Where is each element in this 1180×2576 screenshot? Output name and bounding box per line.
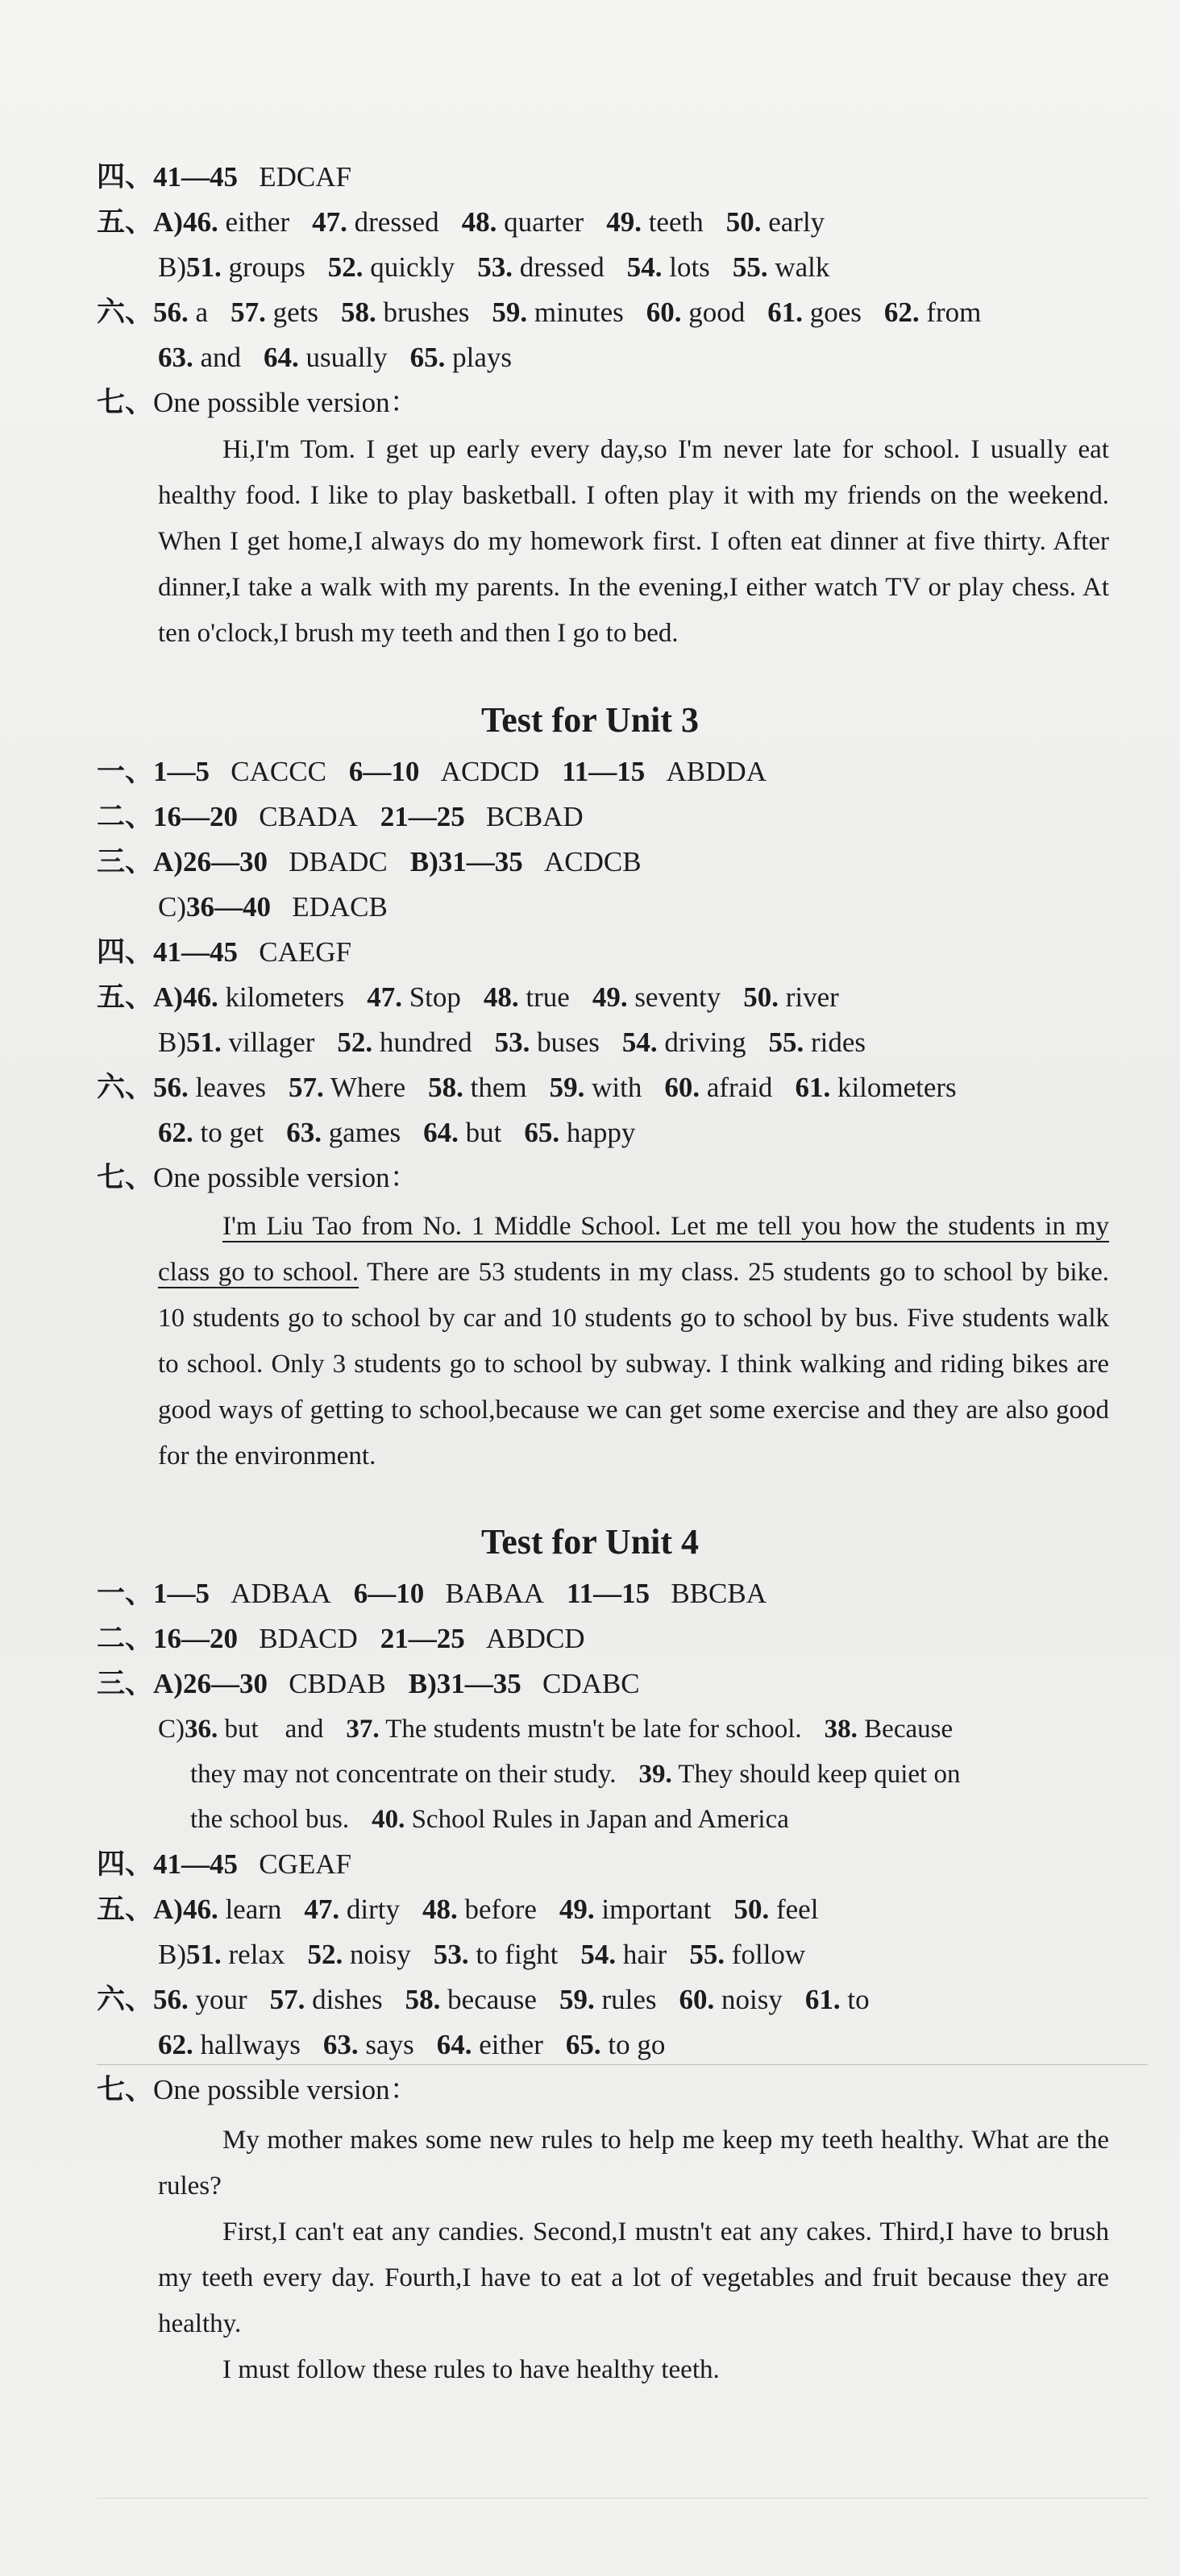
section-label: 七、 [97, 1162, 154, 1193]
section-label: 四、 [97, 1848, 154, 1880]
answer-item: 53. to fight [433, 1939, 559, 1970]
answer-text: They should keep quiet on [678, 1760, 961, 1789]
answer-item: 50. river [743, 981, 839, 1013]
u4-q1-row [97, 1576, 767, 1612]
divider [97, 2498, 1148, 2499]
answer-item: 65. plays [409, 342, 513, 373]
version-label: One possible version： [153, 2074, 418, 2105]
answer-item: 50. early [725, 206, 825, 238]
answer-item: 58. brushes [340, 297, 470, 328]
section-label: C) [158, 891, 186, 923]
answer-letters: CGEAF [259, 1848, 352, 1880]
answer-item: 48. before [422, 1894, 537, 1925]
section-label: 二、 [97, 1623, 154, 1654]
question-range: 41—45 [153, 936, 239, 968]
answer-item: 46. either [182, 206, 290, 238]
section-label: 五、A) [97, 981, 183, 1013]
u3-q5b-row [158, 1025, 866, 1060]
essay-paragraph: I'm Liu Tao from No. 1 Middle School. Let me tell you how the students in my class go to school. There are 53 students in my class. 25 students go to school by bike. 10 students go to school by car and 10 students go to school by bus. Five students walk to school. Only 3 students go to school by subway. I think walking and riding bikes are good ways of getting to school,because we can get some exercise and they are also good for the environment. [158, 1212, 1109, 1471]
answer-text: The students mustn't be late for school. [385, 1715, 802, 1744]
answer-item: 64. usually [264, 342, 388, 373]
section-label: 三、A) [97, 1668, 183, 1699]
answer-part: 16—20 BDACD [153, 1623, 358, 1654]
section-label: 六、 [97, 1984, 154, 2015]
answer-text: Because [864, 1715, 954, 1744]
section-label: B) [158, 1027, 186, 1058]
u3-essay [158, 1204, 1109, 1479]
u4-q3-row [97, 1666, 640, 1702]
answer-letters: EDCAF [259, 161, 352, 193]
answer-part: 26—30 DBADC [182, 846, 388, 877]
answer-item: 56. leaves [153, 1072, 266, 1103]
answer-item: 47. dressed [312, 206, 439, 238]
answer-item: 55. follow [689, 1939, 806, 1970]
u4-q3c-line3: the school bus. 40. School Rules in Japan and America [190, 1805, 789, 1834]
answer-item: 58. because [405, 1984, 537, 2015]
answer-item: 54. hair [580, 1939, 667, 1970]
answer-item: 51. villager [186, 1027, 315, 1058]
u2-q5b-row [158, 250, 829, 285]
answer-part: 11—15 BBCBA [567, 1578, 767, 1609]
unit4-title: Test for Unit 4 [480, 1522, 700, 1562]
underlined-sentence: I'm Liu Tao from No. 1 Middle School. Let me tell you how the students in my class go to school. [158, 1212, 1109, 1287]
u4-q6a-row [97, 1982, 870, 2018]
answer-item: 50. feel [733, 1894, 819, 1925]
answer-item: 60. afraid [664, 1072, 773, 1103]
answer-item: 54. lots [626, 251, 710, 283]
u3-q7-row [97, 1160, 418, 1196]
answer-text: they may not concentrate on their study. [190, 1760, 617, 1789]
answer-item: 52. quickly [327, 251, 455, 283]
answer-item: 63. games [286, 1117, 401, 1148]
answer-item: 51. relax [186, 1939, 285, 1970]
answer-letters: CAEGF [259, 936, 352, 968]
answer-item: 64. either [436, 2029, 543, 2060]
divider [97, 2064, 1148, 2065]
answer-part: 21—25 BCBAD [380, 801, 584, 832]
answer-part: 6—10 BABAA [353, 1578, 544, 1609]
answer-item: 53. dressed [477, 251, 605, 283]
u2-q6a-row [97, 295, 981, 330]
answer-item: 62. to get [158, 1117, 264, 1148]
section-label: 四、 [97, 936, 154, 968]
version-label: One possible version： [153, 1162, 418, 1193]
u3-q5a-row [97, 980, 839, 1015]
answer-item: 51. groups [186, 251, 305, 283]
answer-part: 21—25 ABDCD [380, 1623, 585, 1654]
answer-text: School Rules in Japan and America [411, 1805, 789, 1834]
answer-item: 47. Stop [367, 981, 461, 1013]
question-range: 41—45 [153, 1848, 239, 1880]
u3-q1-row [97, 754, 767, 790]
u4-essay [158, 2118, 1109, 2393]
answer-item: 64. but [423, 1117, 502, 1148]
answer-item: 61. kilometers [795, 1072, 957, 1103]
section-label: 六、 [97, 1072, 154, 1103]
answer-item: 63. and [158, 342, 242, 373]
answer-item: 48. quarter [461, 206, 584, 238]
answer-item: 65. happy [524, 1117, 636, 1148]
answer-item: 49. important [559, 1894, 712, 1925]
essay-paragraph: I must follow these rules to have healthy teeth. [222, 2355, 720, 2384]
answer-item: 48. true [483, 981, 570, 1013]
answer-item: 61. to [804, 1984, 870, 2015]
answer-item: 65. to go [565, 2029, 666, 2060]
section-label: 三、A) [97, 846, 183, 877]
answer-item: 60. noisy [679, 1984, 783, 2015]
answer-item: 46. kilometers [182, 981, 345, 1013]
answer-text: the school bus. [190, 1805, 350, 1834]
u4-q4-row [97, 1847, 351, 1882]
answer-text: but and [224, 1715, 324, 1744]
answer-item: 57. gets [231, 297, 318, 328]
u2-q4-row [97, 160, 351, 195]
answer-item: 58. them [428, 1072, 527, 1103]
essay-paragraph: Hi,I'm Tom. I get up early every day,so I'm never late for school. I usually eat healthy food. I like to play basketball. I often play it with my friends on the weekend. When I get home,I always do my homework first. I often eat dinner at five thirty. After dinner,I take a walk with my parents. In the evening,I either watch TV or play chess. At ten o'clock,I brush my teeth and then I go to bed. [158, 435, 1109, 648]
answer-item: 62. from [883, 297, 982, 328]
u4-q3c-line1: C)36. but and 37. The students mustn't be late for school. 38. Because [158, 1715, 954, 1744]
section-label: 二、 [97, 801, 154, 832]
answer-item: 53. buses [494, 1027, 600, 1058]
answer-part: B)31—35 ACDCB [409, 846, 642, 877]
u2-essay [158, 427, 1109, 657]
u3-q2-row [97, 799, 584, 835]
answer-part: 16—20 CBADA [153, 801, 358, 832]
answer-item: 63. says [322, 2029, 414, 2060]
version-label: One possible version： [153, 387, 418, 418]
answer-item: 55. walk [732, 251, 830, 283]
u3-q6a-row [97, 1070, 957, 1105]
u3-q6b-row [158, 1115, 635, 1151]
u3-q3c-row [158, 890, 388, 925]
section-label: C) [158, 1715, 185, 1744]
essay-paragraph: First,I can't eat any candies. Second,I mustn't eat any cakes. Third,I have to brush my teeth every day. Fourth,I have to eat a lot of vegetables and fruit because they are healthy. [158, 2217, 1109, 2338]
answer-item: 55. rides [768, 1027, 866, 1058]
u2-q7-row [97, 385, 418, 421]
section-label: B) [158, 251, 186, 283]
answer-item: 57. Where [288, 1072, 406, 1103]
section-label: 七、 [97, 387, 154, 418]
answer-item: 62. hallways [158, 2029, 301, 2060]
answer-item: 52. hundred [337, 1027, 472, 1058]
answer-item: 59. with [549, 1072, 642, 1103]
u3-q4-row [97, 935, 351, 970]
u2-q6b-row [158, 340, 512, 375]
answer-item: 47. dirty [304, 1894, 400, 1925]
answer-item: 60. good [646, 297, 746, 328]
answer-item: 56. your [153, 1984, 247, 2015]
answer-part: 1—5 CACCC [153, 756, 326, 787]
u4-q6b-row [158, 2027, 665, 2063]
answer-part: 26—30 CBDAB [182, 1668, 386, 1699]
answer-item: 49. seventy [592, 981, 721, 1013]
answer-item: 56. a [153, 297, 209, 328]
answer-part: 36—40 EDACB [186, 891, 388, 923]
answer-item: 49. teeth [606, 206, 704, 238]
u4-q5a-row [97, 1892, 818, 1927]
u4-q3c-line2: they may not concentrate on their study. 39. They should keep quiet on [190, 1760, 961, 1789]
section-label: 五、A) [97, 1894, 183, 1925]
answer-item: 46. learn [182, 1894, 282, 1925]
answer-item: 54. driving [621, 1027, 746, 1058]
section-label: 六、 [97, 297, 154, 328]
answer-part: 6—10 ACDCD [348, 756, 540, 787]
unit3-title: Test for Unit 3 [480, 700, 700, 740]
answer-part: 1—5 ADBAA [153, 1578, 331, 1609]
u3-q3-row [97, 844, 642, 880]
section-label: 一、 [97, 1578, 154, 1609]
u2-q5a-row [97, 205, 825, 240]
section-label: 四、 [97, 161, 154, 193]
question-range: 41—45 [153, 161, 239, 193]
essay-paragraph: My mother makes some new rules to help me keep my teeth healthy. What are the rules? [158, 2126, 1109, 2201]
u4-q7-row [97, 2072, 418, 2108]
u4-q2-row [97, 1621, 585, 1657]
section-label: 七、 [97, 2074, 154, 2105]
answer-item: 59. minutes [492, 297, 624, 328]
section-label: 五、A) [97, 206, 183, 238]
answer-item: 59. rules [559, 1984, 657, 2015]
answer-part: B)31—35 CDABC [408, 1668, 640, 1699]
answer-item: 57. dishes [269, 1984, 383, 2015]
u4-q5b-row [158, 1937, 805, 1972]
answer-item: 61. goes [767, 297, 862, 328]
section-label: 一、 [97, 756, 154, 787]
section-label: B) [158, 1939, 186, 1970]
answer-part: 11—15 ABDDA [562, 756, 767, 787]
answer-item: 52. noisy [307, 1939, 411, 1970]
